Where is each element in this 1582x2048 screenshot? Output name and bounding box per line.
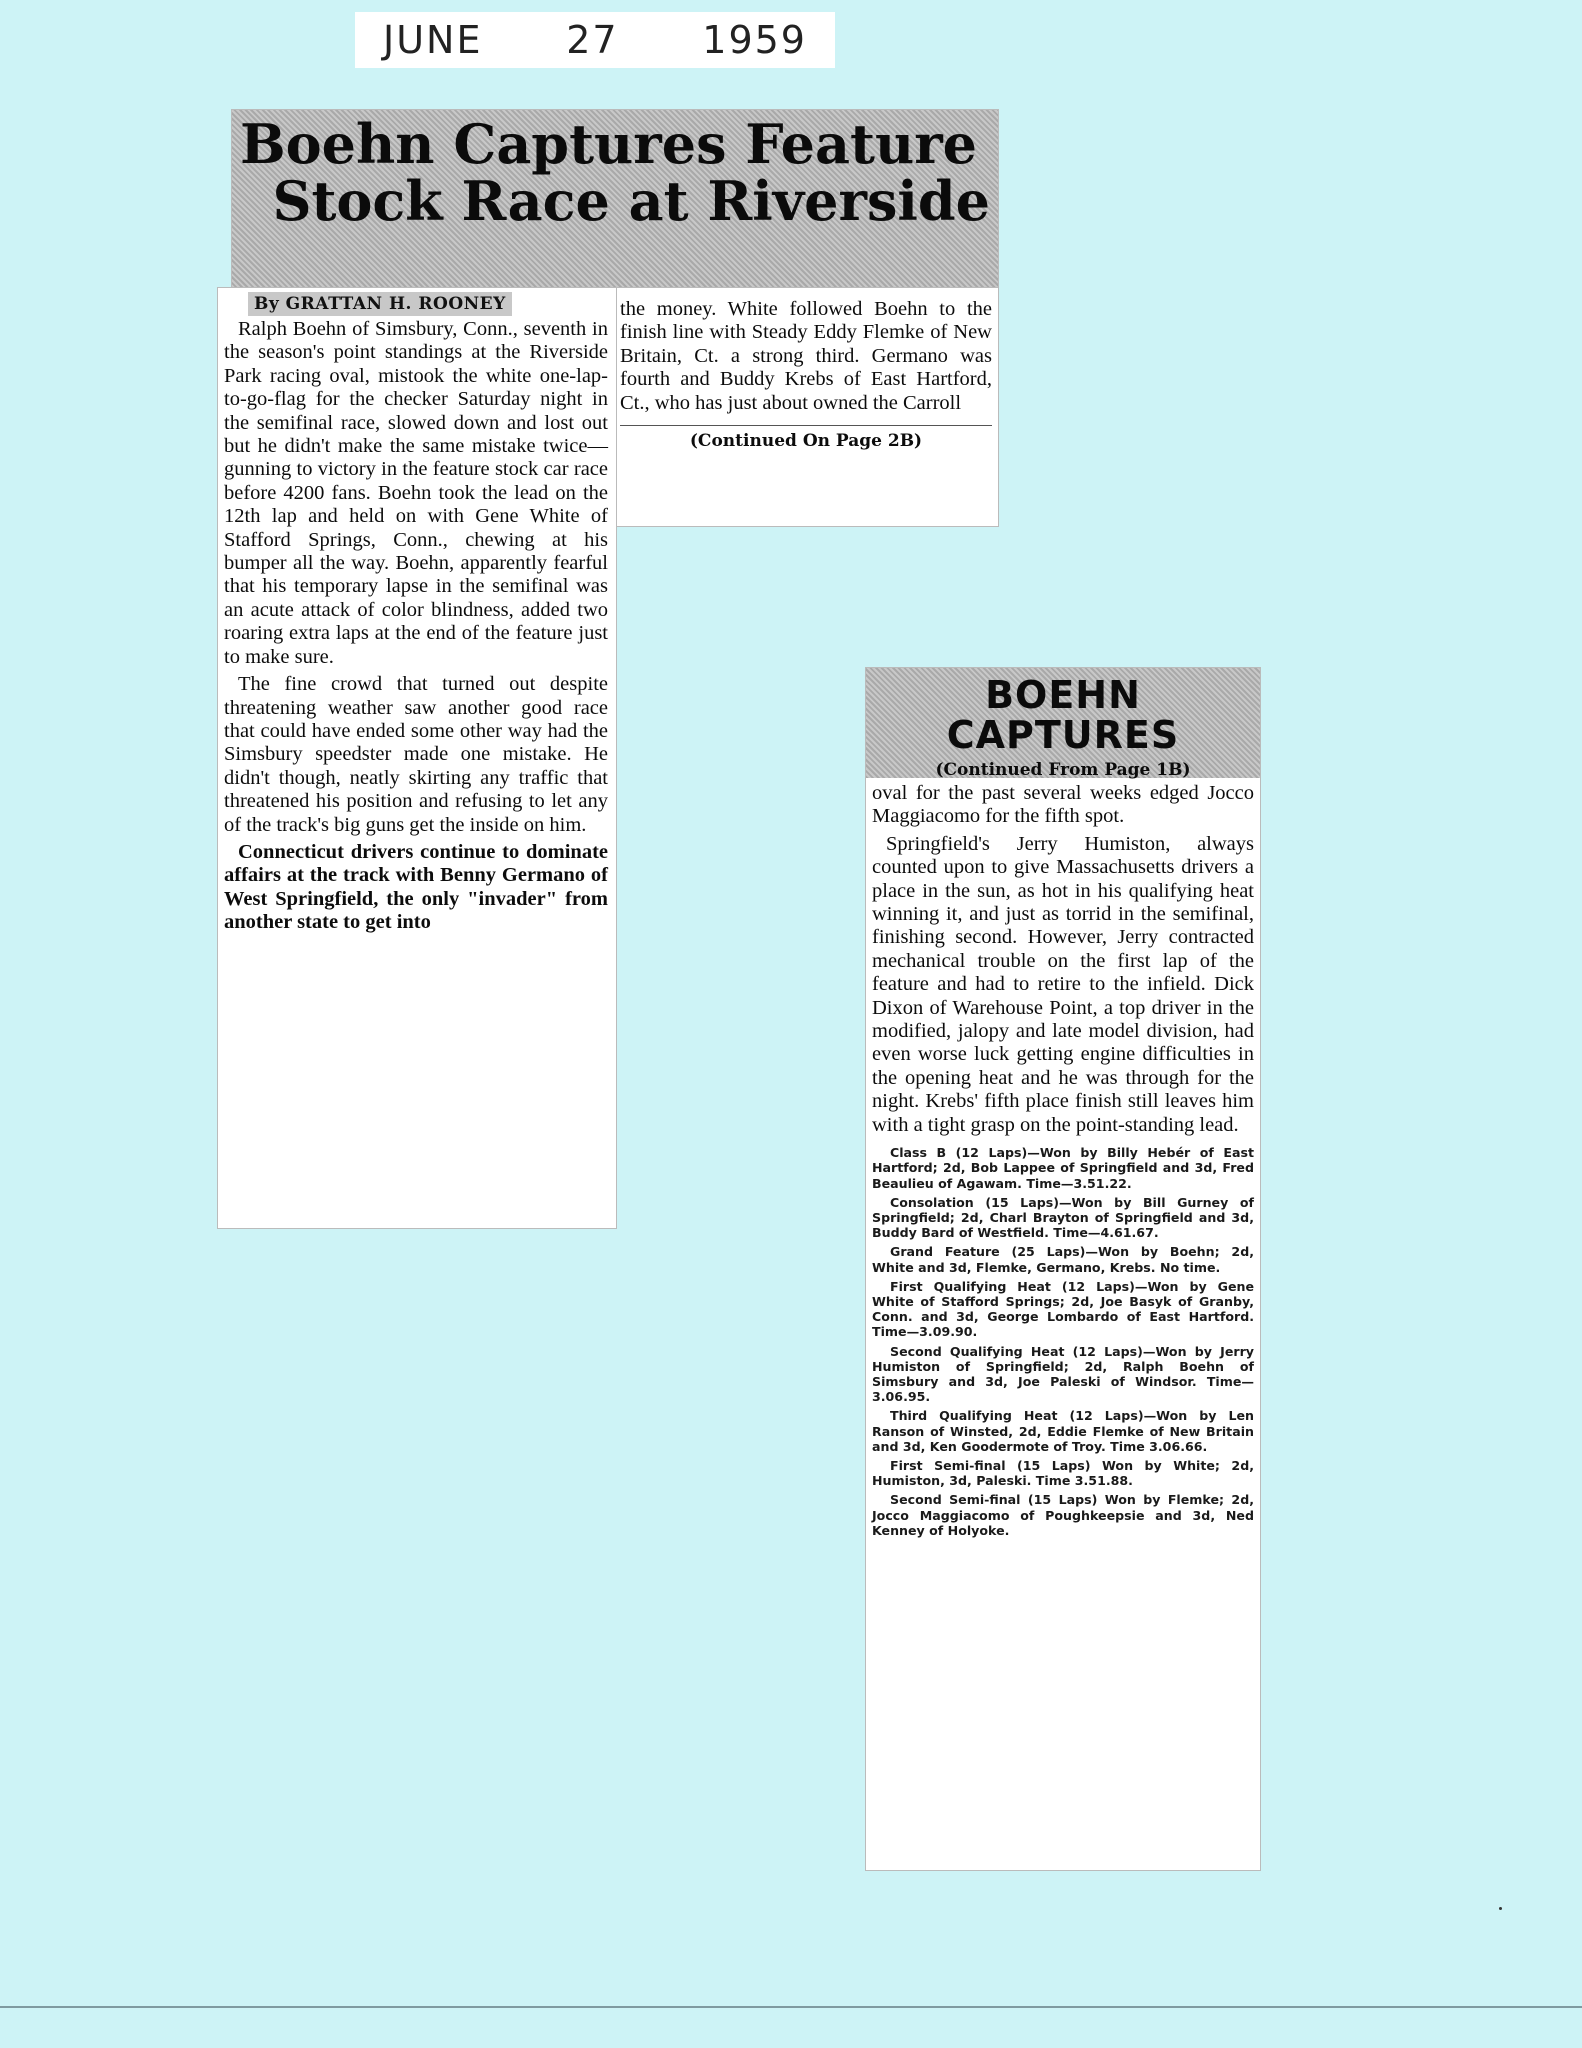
date-year: 1959 bbox=[702, 18, 807, 62]
article1-headline-line2: Stock Race at Riverside bbox=[272, 168, 990, 233]
article2-results bbox=[872, 1145, 1254, 1538]
article1-col2 bbox=[620, 298, 992, 453]
article1-headline-clip bbox=[232, 110, 998, 290]
article2-headline: BOEHN CAPTURES bbox=[946, 673, 1180, 757]
date-label bbox=[355, 12, 835, 68]
result-item: First Qualifying Heat (12 Laps)—Won by Gene White of Stafford Springs; 2d, Joe Basyk of Granby, Conn. and 3d, George Lombardo of East Hartford. Time—3.09.90. bbox=[872, 1278, 1254, 1340]
article1-col1-clip bbox=[218, 288, 616, 1228]
date-month: JUNE bbox=[383, 18, 483, 62]
result-item: Third Qualifying Heat (12 Laps)—Won by Len Ranson of Winsted, 2d, Eddie Flemke of New Britain and 3d, Ken Goodermote of Troy. Time 3.06.66. bbox=[872, 1408, 1254, 1454]
article1-headline-line1: Boehn Captures Feature bbox=[240, 112, 978, 176]
article1-continued: (Continued On Page 2B) bbox=[620, 425, 992, 453]
article2-paragraph: oval for the past several weeks edged Jocco Maggiacomo for the fifth spot. bbox=[872, 782, 1254, 828]
article2-clip bbox=[866, 668, 1260, 1870]
article1-headline bbox=[232, 110, 998, 290]
article1-col2-text: the money. White followed Boehn to the finish line with Steady Eddy Flemke of New Britain, Ct. a strong third. Germano was fourth and Buddy Krebs of East Hartford, Ct., who has just about owned the Carroll bbox=[620, 298, 992, 414]
result-item: Consolation (15 Laps)—Won by Bill Gurney of Springfield; 2d, Charl Brayton of Springfield and 3d, Buddy Bard of Westfield. Time—4.61.67. bbox=[872, 1194, 1254, 1241]
date-day: 27 bbox=[566, 18, 619, 62]
article1-col1 bbox=[224, 318, 608, 935]
result-item: Second Semi-final (15 Laps) Won by Flemke; 2d, Jocco Maggiacomo of Poughkeepsie and 3d, Ned Kenney of Holyoke. bbox=[872, 1492, 1254, 1538]
article1-byline: By GRATTAN H. ROONEY bbox=[248, 292, 512, 316]
article2-body bbox=[872, 782, 1254, 1538]
article2-subhead: (Continued From Page 1B) bbox=[935, 759, 1191, 780]
speck bbox=[1499, 1907, 1502, 1910]
result-item: Grand Feature (25 Laps)—Won by Boehn; 2d, White and 3d, Flemke, Germano, Krebs. No time. bbox=[872, 1244, 1254, 1275]
article1-paragraph: Connecticut drivers continue to dominate affairs at the track with Benny Germano of West Springfield, the only "invader" from another state to get into bbox=[224, 840, 608, 934]
article1-col2-clip bbox=[614, 288, 998, 526]
result-item: Class B (12 Laps)—Won by Billy Hebér of East Hartford; 2d, Bob Lappee of Springfield and 3d, Fred Beaulieu of Agawam. Time—3.51.22. bbox=[872, 1145, 1254, 1191]
article1-paragraph: Ralph Boehn of Simsbury, Conn., seventh in the season's point standings at the Riverside Park racing oval, mistook the white one-lap-to-go-flag for the checker Saturday night in the semifinal race, slowed down and lost out but he didn't make the same mistake twice—gunning to victory in the feature stock car race before 4200 fans. Boehn took the lead on the 12th lap and held on with Gene White of Stafford Springs, Conn., chewing at his bumper all the way. Boehn, apparently fearful that his temporary lapse in the semifinal was an acute attack of color blindness, added two roaring extra laps at the end of the feature just to make sure. bbox=[224, 318, 608, 668]
article2-headline-box bbox=[866, 668, 1260, 778]
page-bottom-rule bbox=[0, 2006, 1582, 2008]
article2-paragraph: Springfield's Jerry Humiston, always counted upon to give Massachusetts drivers a place in the sun, as hot in his qualifying heat winning it, and just as torrid in the semifinal, finishing second. However, Jerry contracted mechanical trouble on the first lap of the feature and had to retire to the infield. Dick Dixon of Warehouse Point, a top driver in the modified, jalopy and late model division, had even worse luck getting engine difficulties in the opening heat and he was through for the night. Krebs' fifth place finish still leaves him with a tight grasp on the point-standing lead. bbox=[872, 832, 1254, 1136]
result-item: Second Qualifying Heat (12 Laps)—Won by Jerry Humiston of Springfield; 2d, Ralph Boehn of Simsbury and 3d, Joe Paleski of Windsor. Time—3.06.95. bbox=[872, 1343, 1254, 1405]
article1-paragraph: The fine crowd that turned out despite threatening weather saw another good race that could have ended some other way had the Simsbury speedster made one mistake. He didn't though, neatly skirting any traffic that threatened his position and refusing to let any of the track's big guns get the inside on him. bbox=[224, 673, 608, 836]
result-item: First Semi-final (15 Laps) Won by White; 2d, Humiston, 3d, Paleski. Time 3.51.88. bbox=[872, 1457, 1254, 1489]
